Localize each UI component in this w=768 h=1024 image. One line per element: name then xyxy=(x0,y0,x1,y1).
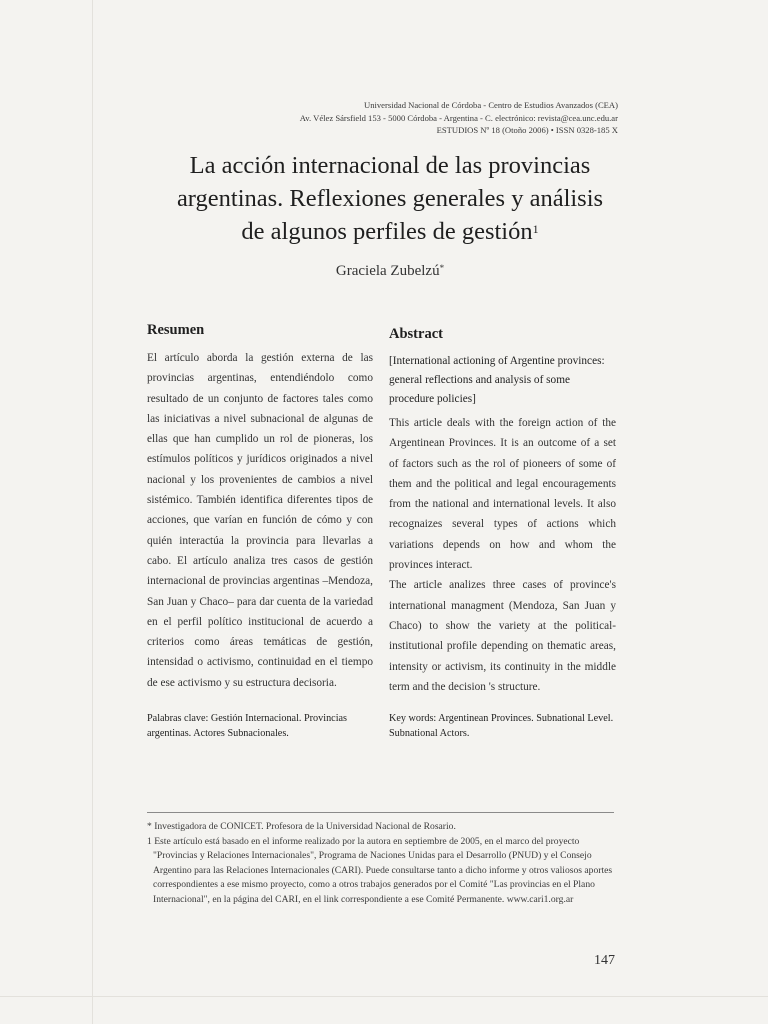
footnote-author: * Investigadora de CONICET. Profesora de la Universidad Nacional de Rosario. xyxy=(147,821,456,832)
title-footnote-mark: 1 xyxy=(532,222,539,236)
resumen-column xyxy=(147,322,373,741)
abstract-heading: Abstract xyxy=(389,326,443,342)
article-title xyxy=(150,149,630,248)
page-number: 147 xyxy=(594,953,615,968)
abstract-keywords: Key words: Argentinean Provinces. Subnational Level. Subnational Actors. xyxy=(389,713,614,740)
header-issue: ESTUDIOS Nº 18 (Otoño 2006) • ISSN 0328-185 X xyxy=(436,125,618,135)
footnotes xyxy=(147,820,617,908)
title-line-2: argentinas. Reflexiones generales y análisis xyxy=(176,185,604,212)
journal-header xyxy=(300,99,618,137)
author-name: Graciela Zubelzú xyxy=(335,263,440,279)
header-institution: Universidad Nacional de Córdoba - Centro de Estudios Avanzados (CEA) xyxy=(363,100,618,110)
abstract-paragraph-1: This article deals with the foreign action of the Argentinean Provinces. It is an outcome of a set of factors such as the rol of pioneers of some of them and the political and legal encouragements from the national and international levels. It also recognaizes several types of actions which variations depends on how and whom the provinces interact. xyxy=(389,417,616,572)
scan-edge-left xyxy=(92,0,93,1024)
scan-edge-bottom xyxy=(0,996,768,997)
title-line-3-text: de algunos perfiles de gestión xyxy=(241,218,533,245)
author-footnote-mark: * xyxy=(439,263,445,273)
header-address: Av. Vélez Sársfield 153 - 5000 Córdoba - Argentina - C. electrónico: revista@cea.unc.edu.ar xyxy=(299,112,618,123)
author-line xyxy=(150,263,630,280)
footnote-1: 1 Este artículo está basado en el informe realizado por la autora en septiembre de 2005, en el marco del proyecto "Provincias y Relaciones Internacionales", Programa de Naciones Unidas para el Desarrollo (PNUD) y el Consejo Argentino para las Relaciones Internacionales (CARI). Puede consultarse tanto a dicho informe y otros valiosos aportes correspondientes a ese mismo proyecto, como a otros trabajos generados por el Comité "Las provincias en el Plano Internacional", en la página del CARI, en el link correspondiente a ese Comité Permanente. www.cari1.org.ar xyxy=(147,835,613,905)
title-line-3 xyxy=(150,215,630,248)
resumen-heading: Resumen xyxy=(147,322,205,338)
resumen-text: El artículo aborda la gestión externa de las provincias argentinas, entendiéndolo como resultado de un conjunto de factores tales como las iniciativas a nivel subnacional de algunas de ellas que han cumplido un rol de pioneras, los estímulos políticos y jurídicos originados a nivel nacional y los provenientes de cambios a nivel sistémico. También identifica diferentes tipos de acciones, que varían en función de cómo y con quién interactúa la provincia para llevarlas a cabo. El artículo analiza tres casos de gestión internacional de provincias argentinas –Mendoza, San Juan y Chaco– para dar cuenta de la variedad en el perfil político institucional de acuerdo a criterios como áreas temáticas de gestión, intensidad o activismo, continuidad en el tiempo de ese activismo y su estructura decisoria. xyxy=(147,352,373,689)
footnote-divider xyxy=(147,812,614,813)
abstract-paragraph-2: The article analizes three cases of province's international managment (Mendoza, San Juan y Chaco) to show the variety at the political-institutional profile depending on thematic areas, intensity or activism, its continuity in the middle term and the decision 's structure. xyxy=(389,579,616,693)
resumen-keywords: Palabras clave: Gestión Internacional. Provincias argentinas. Actores Subnacionales. xyxy=(147,713,348,740)
abstract-column xyxy=(389,326,616,741)
abstract-subtitle: [International actioning of Argentine provinces: general reflections and analysis of some procedure policies] xyxy=(389,355,605,405)
title-line-1: La acción internacional de las provincias xyxy=(189,152,591,179)
